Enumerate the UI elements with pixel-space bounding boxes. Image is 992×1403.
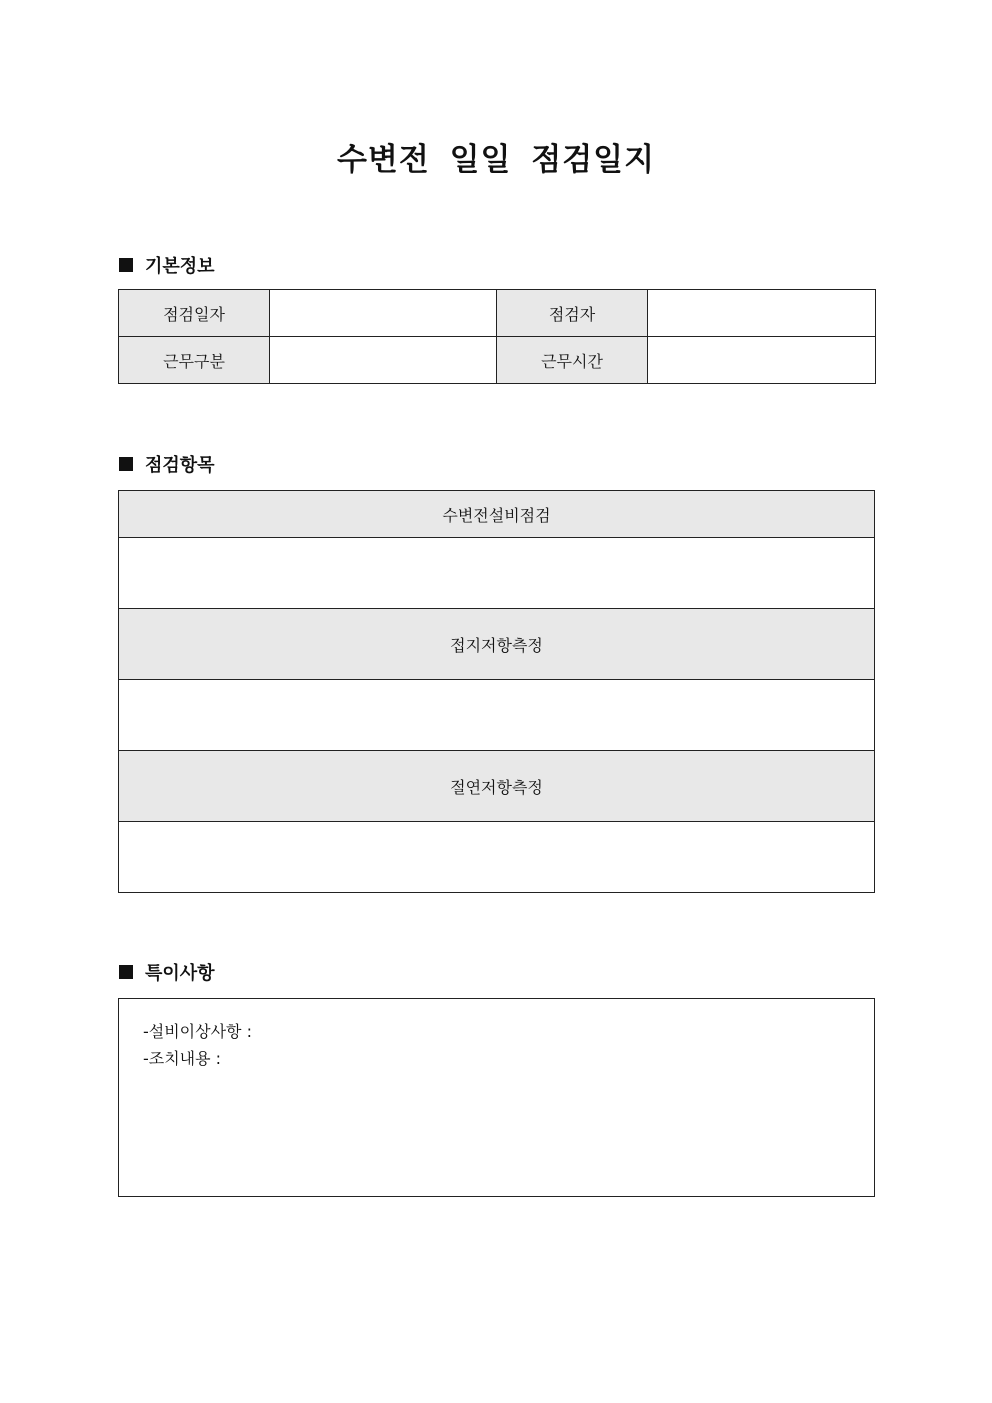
page-title: 수변전 일일 점검일지: [336, 142, 656, 178]
section-items-heading: [119, 452, 215, 476]
substation-check-label: 수변전설비점검: [119, 491, 875, 538]
section-items-label: 점검항목: [145, 455, 215, 476]
abnormal-items-label: -설비이상사항 :: [143, 1022, 252, 1041]
section-basic-info-label: 기본정보: [145, 256, 215, 277]
table-row: [119, 538, 875, 609]
basic-info-table: [118, 289, 876, 384]
section-notes-label: 특이사항: [145, 963, 215, 984]
shift-label: 근무구분: [119, 337, 270, 384]
work-hours-label: 근무시간: [497, 337, 648, 384]
table-row: [119, 290, 876, 337]
square-bullet-icon: [119, 258, 133, 272]
ground-resistance-label: 접지저항측정: [119, 609, 875, 680]
square-bullet-icon: [119, 457, 133, 471]
square-bullet-icon: [119, 965, 133, 979]
table-row: [119, 491, 875, 538]
section-basic-info-heading: [119, 253, 215, 277]
inspection-date-field[interactable]: [270, 290, 497, 337]
insulation-resistance-field[interactable]: [119, 822, 875, 893]
inspector-field[interactable]: [648, 290, 876, 337]
ground-resistance-field[interactable]: [119, 680, 875, 751]
table-row: [119, 822, 875, 893]
insulation-resistance-label: 절연저항측정: [119, 751, 875, 822]
shift-field[interactable]: [270, 337, 497, 384]
inspection-items-table: [118, 490, 875, 893]
work-hours-field[interactable]: [648, 337, 876, 384]
table-row: [119, 751, 875, 822]
table-row: [119, 609, 875, 680]
section-notes-heading: [119, 960, 215, 984]
action-taken-label: -조치내용 :: [143, 1049, 222, 1068]
substation-check-field[interactable]: [119, 538, 875, 609]
inspection-date-label: 점검일자: [119, 290, 270, 337]
table-row: [119, 337, 876, 384]
notes-box[interactable]: [118, 998, 875, 1197]
inspector-label: 점검자: [497, 290, 648, 337]
table-row: [119, 680, 875, 751]
